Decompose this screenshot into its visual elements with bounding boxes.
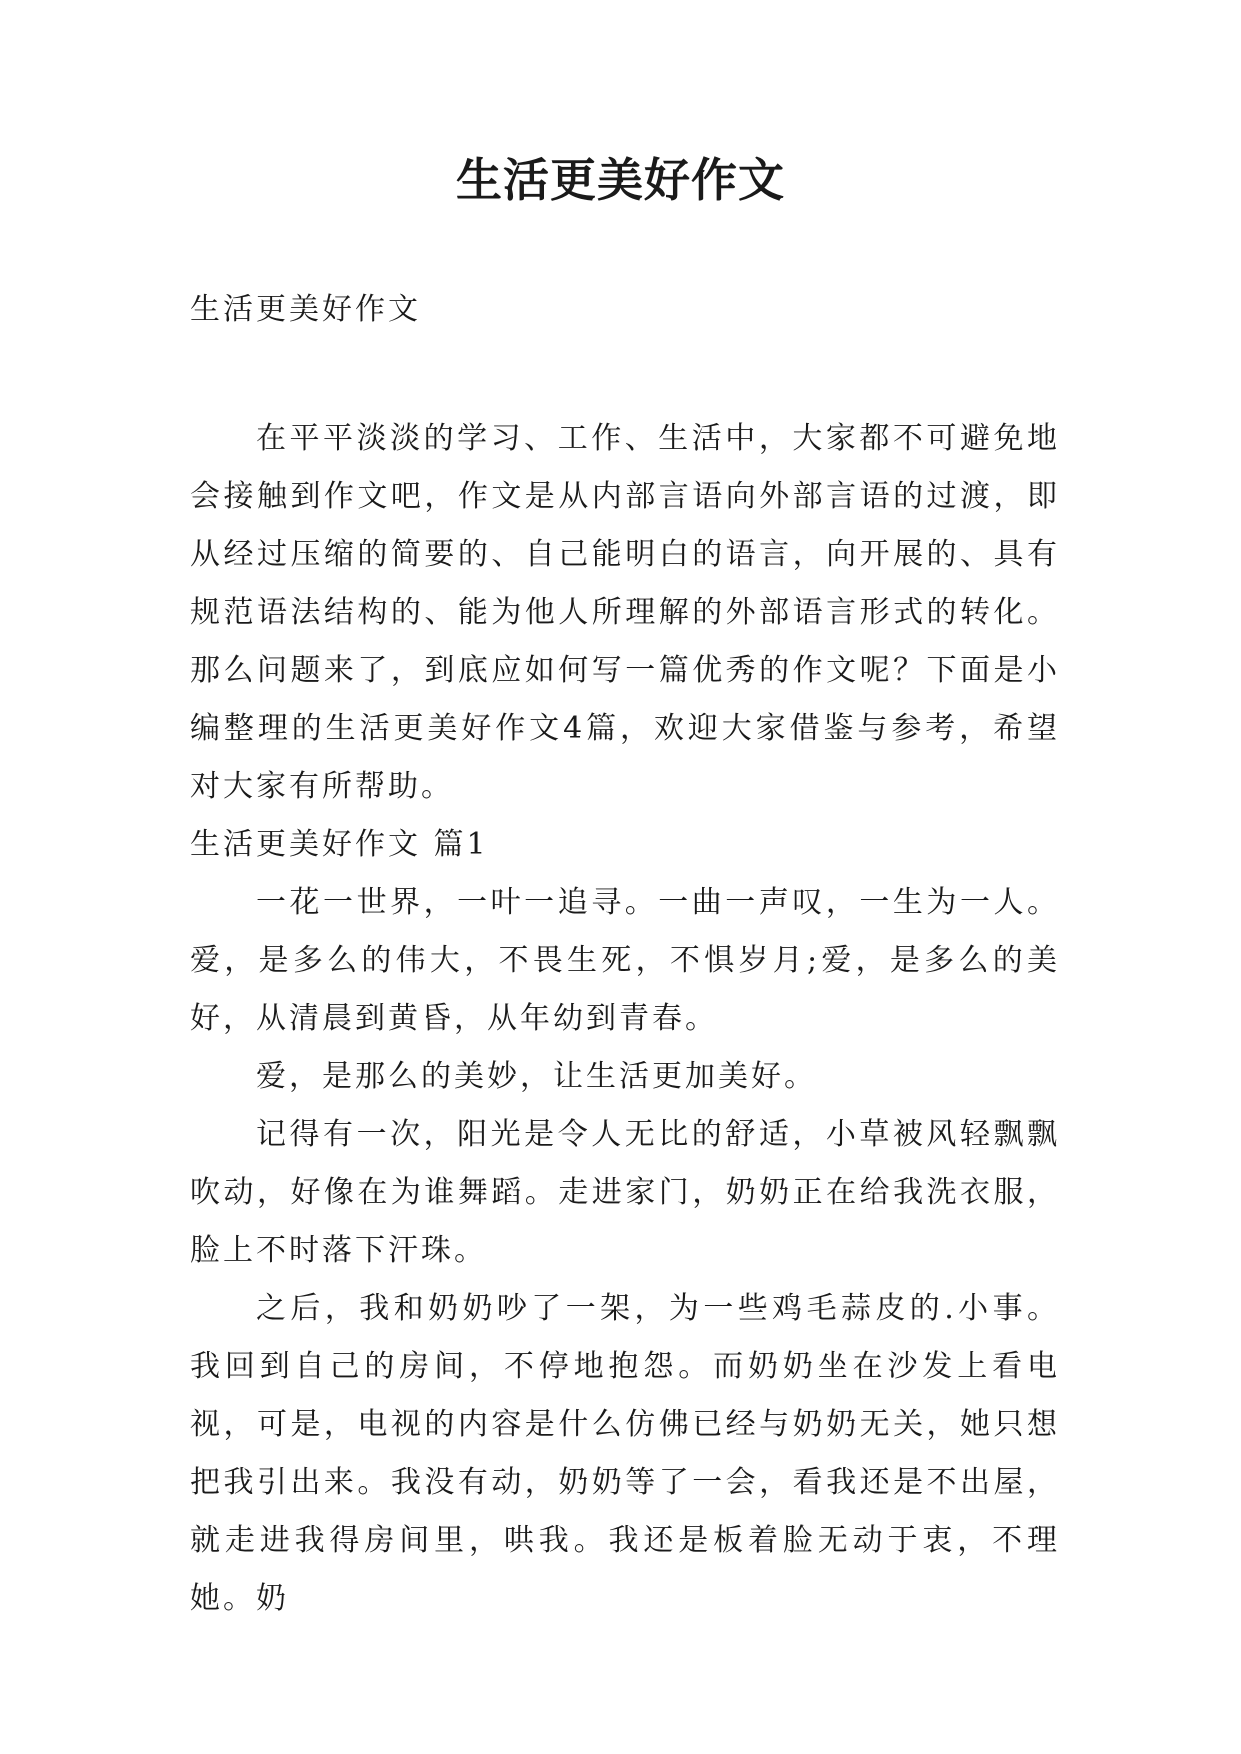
body-paragraph: 爱，是那么的美妙，让生活更加美好。 <box>256 1059 817 1094</box>
body-paragraph: 之后，我和奶奶吵了一架，为一些鸡毛蒜皮的.小事。我回到自己的房间，不停地抱怨。而奶奶坐在沙发上看电视，可是，电视的内容是什么仿佛已经与奶奶无关，她只想把我引出来。我没有动，奶奶等了一会，看我还是不出屋，就走进我得房间里，哄我。我还是板着脸无动于衷，不理她。奶 <box>190 1291 1060 1616</box>
section-heading: 生活更美好作文 篇1 <box>190 827 489 862</box>
document-title: 生活更美好作文 <box>456 153 785 207</box>
body-paragraph: 记得有一次，阳光是令人无比的舒适，小草被风轻飘飘吹动，好像在为谁舞蹈。走进家门，奶奶正在给我洗衣服，脸上不时落下汗珠。 <box>190 1117 1060 1268</box>
intro-paragraph: 在平平淡淡的学习、工作、生活中，大家都不可避免地会接触到作文吧，作文是从内部言语向外部言语的过渡，即从经过压缩的简要的、自己能明白的语言，向开展的、具有规范语法结构的、能为他人所理解的外部语言形式的转化。那么问题来了，到底应如何写一篇优秀的作文呢？下面是小编整理的生活更美好作文4篇，欢迎大家借鉴与参考，希望对大家有所帮助。 <box>190 421 1060 804</box>
document-body <box>190 410 1060 1628</box>
body-paragraph: 一花一世界，一叶一追寻。一曲一声叹，一生为一人。爱，是多么的伟大，不畏生死，不惧岁月;爱，是多么的美好，从清晨到黄昏，从年幼到青春。 <box>190 885 1060 1036</box>
document-subtitle: 生活更美好作文 <box>190 292 421 327</box>
